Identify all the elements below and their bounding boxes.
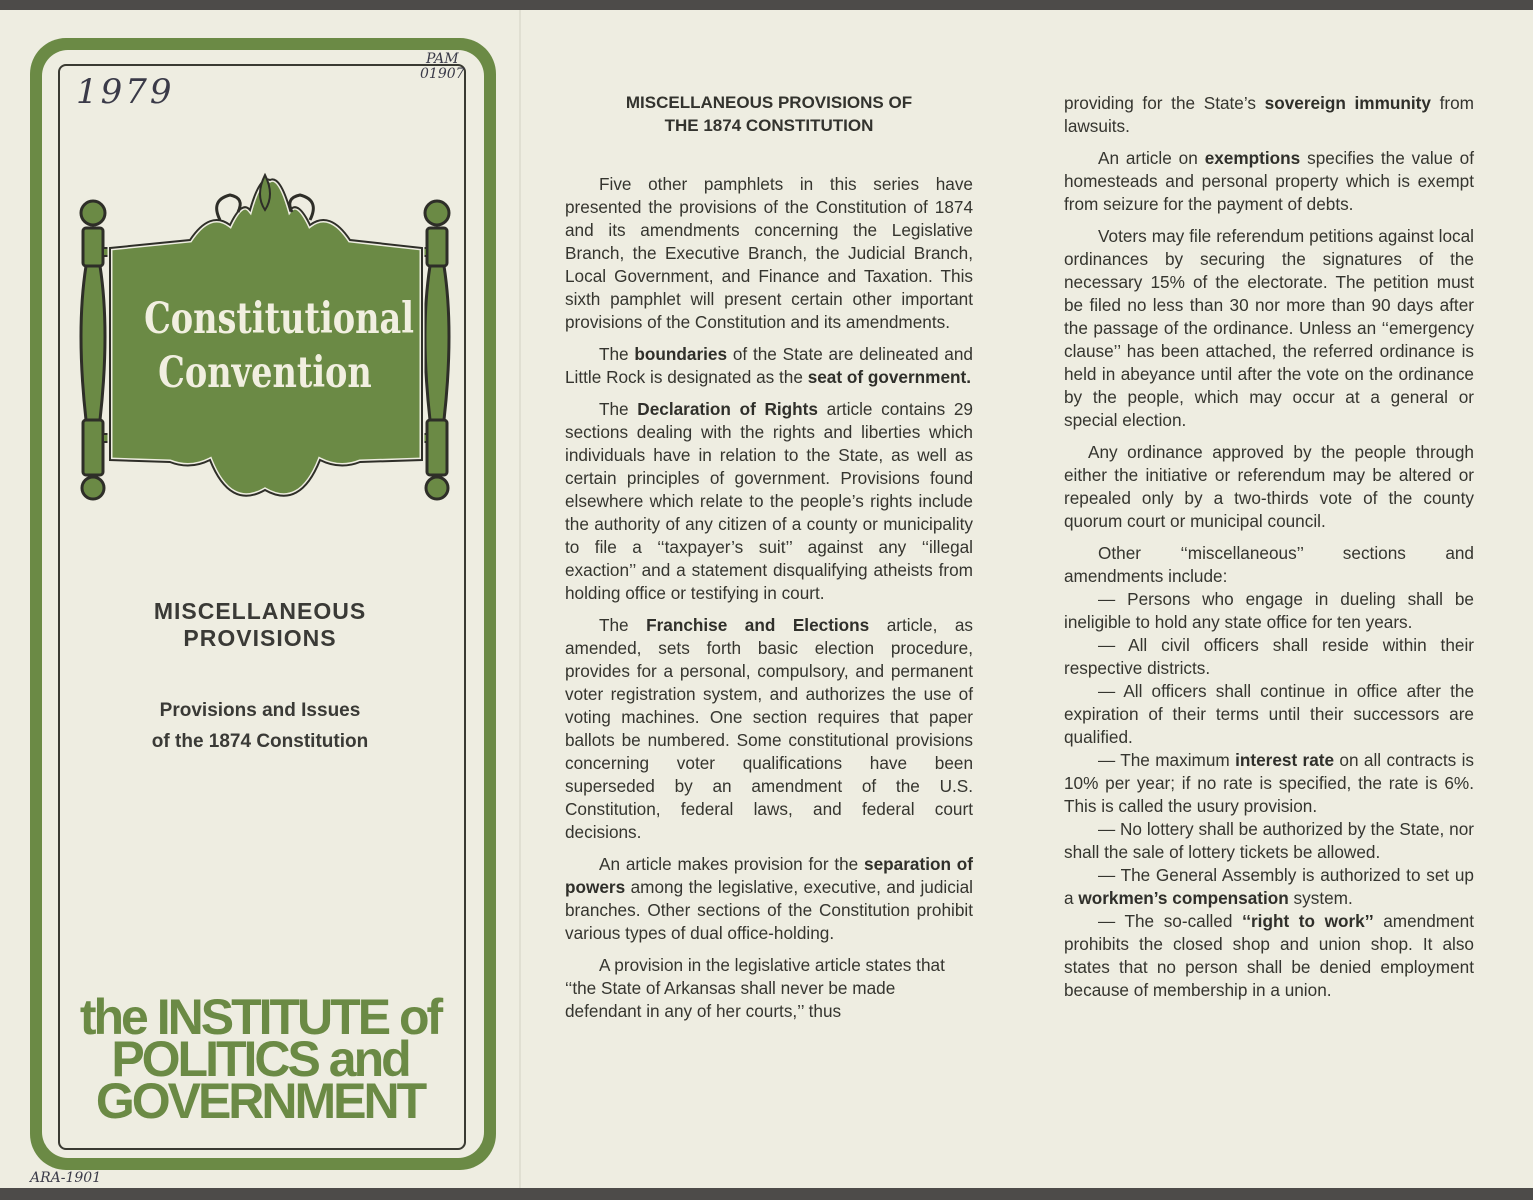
text: The [599,399,638,419]
text: — The so-called [1098,911,1243,931]
institute-line3: GOVERNMENT [95,1073,425,1129]
heading-line2: THE 1874 CONSTITUTION [664,116,874,135]
sign-title [144,292,415,400]
paragraph-legislative: A provision in the legislative article states that ‘‘the State of Arkansas shall never be made defendant in any of her courts,’’ thus [565,955,945,1021]
text: from lawsuits. [1064,93,1474,136]
issues-line1: Provisions and Issues [159,700,361,721]
sign-line2: Convention [158,348,372,398]
text: system. [1288,888,1353,908]
institute-line1: the INSTITUTE of [79,989,441,1045]
text: An article makes provision for the [599,854,865,874]
text: article contains 29 sections dealing with the rights and liberties which individuals have in relation to the State, as well as certain principles of government. Provisions found elsewhere which relate to the people’s rights include the authority of any citizen of a county or municipality to file a ‘‘taxpayer’s suit’’ against any ‘‘illegal exaction’’ and a statement disqualifying atheists from holding office or testifying in court. [565,399,973,603]
term-seat-of-government: seat of government. [807,367,972,387]
paragraph-other: Other ‘‘miscellaneous’’ sections and amendments include: [1064,543,1474,586]
paragraph-declaration [565,398,973,605]
text: providing for the State’s [1064,93,1265,113]
term-boundaries: boundaries [634,344,728,364]
text: The [599,615,647,635]
paragraph-intro: Five other pamphlets in this series have presented the provisions of the Constitution of 1874 and its amendments concerning the Legislative Branch, the Executive Branch, the Judicial Branch, Local Government, and Finance and Taxation. This sixth pamphlet will present certain other important provisions of the Constitution and its amendments. [565,174,973,332]
text: specifies the value of homesteads and personal property which is exempt from seizure for the payment of debts. [1064,148,1474,214]
term-separation-of-powers: separation of powers [565,854,973,897]
list-item: — All civil officers shall reside within their respective districts. [1064,635,1474,678]
list-item: — Persons who engage in dueling shall be ineligible to hold any state office for ten years. [1064,589,1474,632]
misc-line1: MISCELLANEOUS [153,598,367,624]
list-item: — All officers shall continue in office after the expiration of their terms until their successors are qualified. [1064,681,1474,747]
sign-line1: Constitutional [144,294,415,344]
text-column-2 [1064,92,1474,1002]
text: on all contracts is 10% per year; if no rate is specified, the rate is 6%. This is called the usury provision. [1064,750,1474,816]
term-exemptions: exemptions [1204,148,1301,168]
cover-issues-subtitle [60,695,460,757]
issues-line2: of the 1874 Constitution [151,731,369,752]
handwritten-year: 1979 [76,72,175,112]
text: — The maximum [1098,750,1236,770]
paragraph-franchise [565,614,973,844]
term-franchise-elections: Franchise and Elections [646,615,870,635]
pam-line1: PAM [425,51,459,67]
list-item: — No lottery shall be authorized by the State, nor shall the sale of lottery tickets be allowed. [1064,819,1474,862]
text: An article on [1098,148,1205,168]
handwritten-catalog-number: ARA-1901 [30,1170,102,1186]
paragraph-boundaries [565,343,973,389]
list-item [1064,749,1474,818]
term-interest-rate: interest rate [1235,750,1335,770]
term-declaration-of-rights: Declaration of Rights [637,399,818,419]
list-item [1064,910,1474,1002]
pam-line2: 01907 [420,66,465,82]
text: article, as amended, sets forth basic election procedure, provides for a personal, compulsory, and permanent voter registration system, and authorizes the use of voting machines. One section requires that paper ballots be numbered. Some constitutional provisions concerning voter qualifications have been superseded by an amendment of the U.S. Constitution, federal laws, and federal court decisions. [565,615,973,842]
text-column-1 [565,173,973,1032]
paragraph-separation [565,853,973,945]
term-workmens-compensation: workmen’s compensation [1078,888,1289,908]
text: of the State are delineated and Little Rock is designated as the [565,344,973,387]
term-sovereign-immunity: sovereign immunity [1264,93,1431,113]
cover-misc-title [60,598,460,652]
fold-line [519,10,521,1188]
term-right-to-work: ‘‘right to work’’ [1242,911,1374,931]
misc-line2: PROVISIONS [183,625,337,651]
text: The [599,344,635,364]
heading-line1: MISCELLANEOUS PROVISIONS OF [625,93,913,112]
text: among the legislative, executive, and judicial branches. Other sections of the Constitution prohibit various types of dual office-holding. [565,877,973,943]
institute-logo [60,989,460,1129]
paragraph-referendum: Voters may file referendum petitions against local ordinances by securing the signatures of the necessary 15% of the electorate. The petition must be filed no less than 30 nor more than 90 days after the passage of the ordinance. Unless an ‘‘emergency clause’’ has been attached, the referred ordinance is held in abeyance until after the vote on the ordinance by the people, which may occur at a general or special election. [1064,226,1474,430]
list-item [1064,864,1474,910]
paragraph-ordinance: Any ordinance approved by the people through either the initiative or referendum may be altered or repealed only by a two-thirds vote of the county quorum court or municipal council. [1064,442,1474,531]
text: amendment prohibits the closed shop and union shop. It also states that no person shall be denied employment because of membership in a union. [1064,911,1474,1000]
institute-line2: POLITICS and [111,1031,409,1087]
paragraph-immunity [1064,92,1474,138]
handwritten-pam-note [420,52,465,82]
text: — The General Assembly is authorized to set up a [1064,865,1474,908]
paragraph-exemptions [1064,147,1474,216]
article-heading [565,91,973,137]
